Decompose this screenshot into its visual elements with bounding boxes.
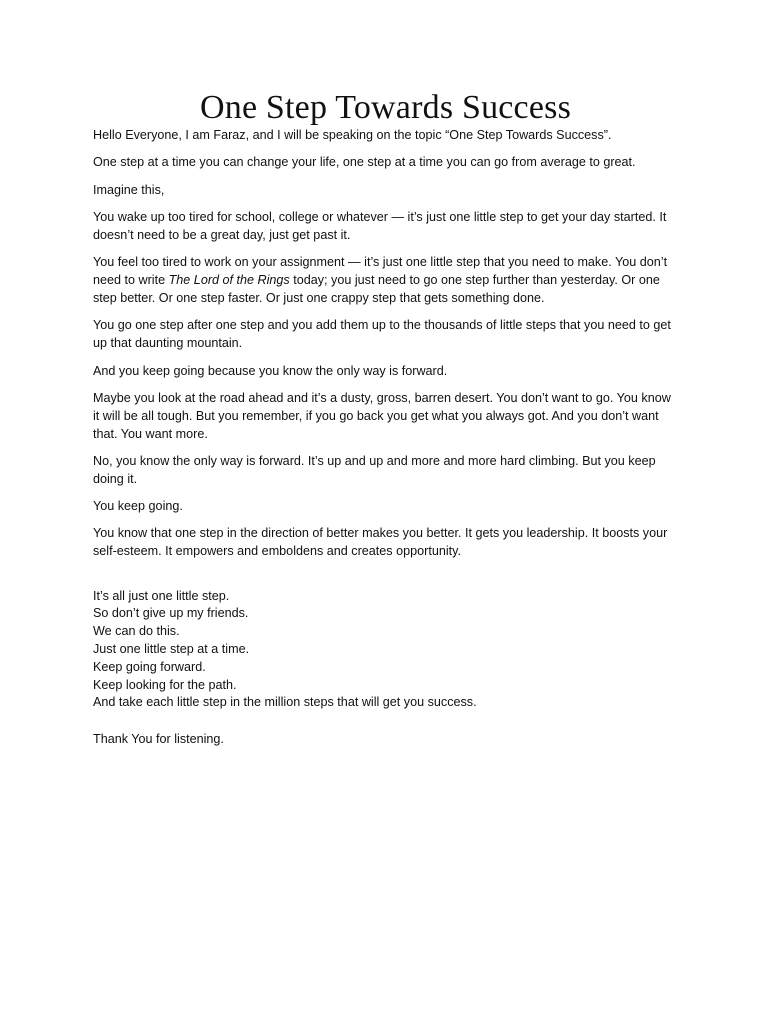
closing-line: We can do this.	[93, 624, 180, 639]
paragraph-forward: No, you know the only way is forward. It’s up and up and more and more hard climbing. But you keep doing it.	[93, 453, 656, 486]
paragraph-you-keep-going: You keep going.	[93, 499, 183, 514]
paragraph-wake-up: You wake up too tired for school, college or whatever — it’s just one little step to get your day started. It doesn’t need to be a great day, just get past it.	[93, 210, 667, 242]
paragraph-intro: Hello Everyone, I am Faraz, and I will be speaking on the topic “One Step Towards Success”.	[93, 128, 612, 142]
closing-line: And take each little step in the million steps that will get you success.	[93, 695, 477, 710]
book-title: The Lord of the Rings	[168, 273, 290, 288]
paragraph-one-step: One step at a time you can change your life, one step at a time you can go from average to great.	[93, 155, 636, 170]
spacer	[93, 571, 678, 588]
paragraph-keep-going: And you keep going because you know the only way is forward.	[93, 363, 448, 378]
closing-line: It’s all just one little step.	[93, 588, 230, 603]
document-body	[93, 127, 678, 749]
closing-line: So don’t give up my friends.	[93, 606, 249, 621]
closing-line: Keep going forward.	[93, 659, 206, 674]
document-title: One Step Towards Success	[199, 89, 571, 126]
closing-lines	[93, 588, 678, 713]
closing-line: Just one little step at a time.	[93, 642, 250, 657]
paragraph-assignment-start: You feel too tired to work on your assignment — it’s just one little step that you need to make. You don’t need to write	[93, 255, 668, 288]
paragraph-better: You know that one step in the direction of better makes you better. It gets you leadership. It boosts your self-esteem. It empowers and emboldens and creates opportunity.	[93, 526, 668, 559]
closing-line: Keep looking for the path.	[93, 677, 237, 692]
paragraph-mountain: You go one step after one step and you add them up to the thousands of little steps that you need to get up that daunting mountain.	[93, 318, 671, 351]
paragraph-assignment-end: today; you just need to go one step further than yesterday. Or one step better. Or one step faster. Or just one crappy step that gets something done.	[93, 273, 660, 305]
sign-off: Thank You for listening.	[93, 732, 224, 747]
paragraph-assignment	[93, 254, 678, 307]
paragraph-desert: Maybe you look at the road ahead and it’s a dusty, gross, barren desert. You don’t want to go. You know it will be all tough. But you remember, if you go back you get what you always got. And you don’t want that. You want more.	[93, 390, 671, 441]
paragraph-imagine: Imagine this,	[93, 182, 165, 197]
